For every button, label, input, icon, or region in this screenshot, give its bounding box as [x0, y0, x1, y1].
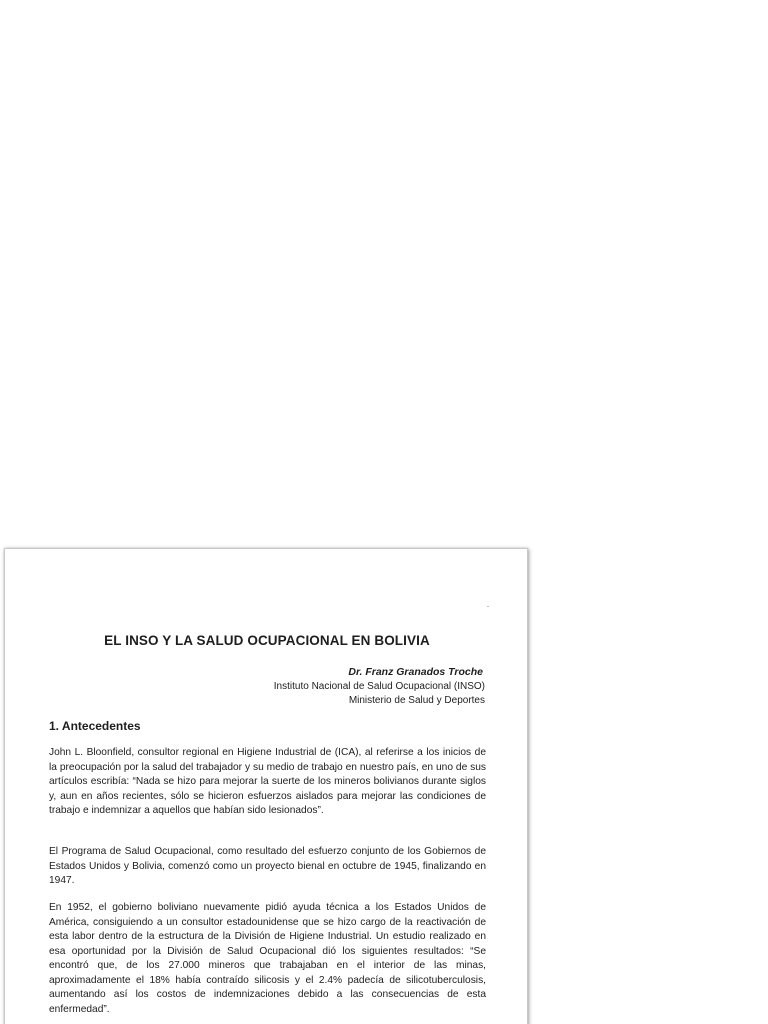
paragraph-2: El Programa de Salud Ocupacional, como resultado del esfuerzo conjunto de los Gobiernos de Estados Unidos y Bolivia, comenzó como un proyecto bienal en octubre de 1945, finalizando en 1947. — [49, 846, 486, 886]
paragraph-3: En 1952, el gobierno boliviano nuevamente pidió ayuda técnica a los Estados Unidos de América, consiguiendo a un consultor estadounidense que se hizo cargo de la reactivación de esta labor dentro de la estructura de la División de Higiene Industrial. Un estudio realizado en esa oportunidad por la División de Salud Ocupacional dió los siguientes resultados: “Se encontró que, de los 27.000 mineros que trabajaban en el interior de las minas, aproximadamente el 18% había contraído silicosis y el 2.4% padecía de silicotuberculosis, aumentando así los costos de indemnizaciones debido a las consecuencias de esta enfermedad”. — [49, 902, 486, 1015]
affiliation-institute: Instituto Nacional de Salud Ocupacional (INSO) — [273, 681, 485, 692]
document-page — [4, 548, 528, 1024]
affiliation-ministry: Ministerio de Salud y Deportes — [348, 695, 485, 706]
document-title: EL INSO Y LA SALUD OCUPACIONAL EN BOLIVIA — [104, 633, 430, 648]
page-speck — [487, 606, 489, 607]
section-heading: 1. Antecedentes — [49, 719, 141, 733]
author-name: Dr. Franz Granados Troche — [348, 666, 483, 678]
paragraph-1: John L. Bloonfield, consultor regional en Higiene Industrial de (ICA), al referirse a los inicios de la preocupación por la salud del trabajador y su medio de trabajo en nuestro país, en uno de sus artículos escribía: “Nada se hizo para mejorar la suerte de los mineros bolivianos durante siglos y, aun en años recientes, sólo se hicieron esfuerzos aislados para mejorar las condiciones de trabajo e indemnizar a aquellos que habían sido lesionados”. — [49, 747, 486, 816]
